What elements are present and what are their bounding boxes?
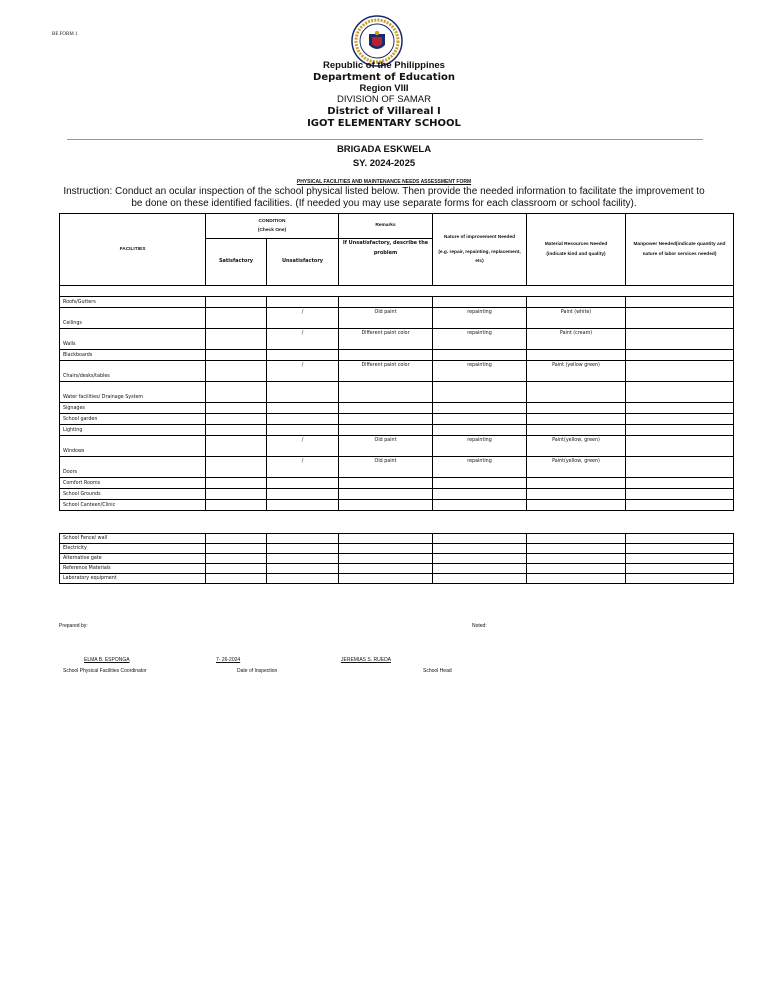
cell-nature <box>433 554 527 564</box>
cell-satisfactory <box>206 436 267 457</box>
cell-satisfactory <box>206 534 267 544</box>
cell-facility: Lighting <box>60 425 206 436</box>
cell-manpower <box>626 425 734 436</box>
material-sub-label: (indicate kind and quality) <box>546 251 606 257</box>
cell-facility: Ceilings <box>60 308 206 329</box>
material-header <box>527 214 626 286</box>
table-row <box>60 350 734 361</box>
cell-remarks <box>339 574 433 584</box>
assessment-table-continued <box>59 533 734 584</box>
cell-remarks <box>339 500 433 511</box>
table-row <box>60 574 734 584</box>
manpower-header: Manpower Needed(indicate quantity and nature of labor services needed) <box>626 214 734 286</box>
republic-line: Republic of the Philippines <box>323 60 445 71</box>
cell-satisfactory <box>206 329 267 350</box>
cell-nature: repainting <box>433 436 527 457</box>
school-head-title: School Head <box>423 668 452 674</box>
cell-satisfactory <box>206 544 267 554</box>
cell-facility: Doors <box>60 457 206 478</box>
cell-unsatisfactory: / <box>267 329 339 350</box>
cell-material <box>527 425 626 436</box>
cell-remarks: Old paint <box>339 436 433 457</box>
cell-nature <box>433 297 527 308</box>
cell-manpower <box>626 534 734 544</box>
region-line: Region VIII <box>359 83 409 94</box>
inspection-date: 7- 26-2024 <box>216 657 241 663</box>
cell-material <box>527 414 626 425</box>
cell-unsatisfactory <box>267 564 339 574</box>
table-row <box>60 361 734 382</box>
remarks-sub-header: If Unsatisfactory, describe the problem <box>339 239 433 286</box>
cell-nature <box>433 500 527 511</box>
cell-facility: Reference Materials <box>60 564 206 574</box>
cell-facility: School garden <box>60 414 206 425</box>
nature-sub-label: (e.g. repair, repainting, replacement, etc) <box>438 249 521 265</box>
cell-nature <box>433 574 527 584</box>
cell-remarks <box>339 414 433 425</box>
header-divider <box>67 139 703 140</box>
cell-manpower <box>626 329 734 350</box>
cell-material: Paint(yellow, green) <box>527 436 626 457</box>
cell-facility: Laboratory equipment <box>60 574 206 584</box>
program-title: BRIGADA ESKWELA <box>336 144 432 155</box>
cell-remarks <box>339 534 433 544</box>
cell-remarks <box>339 425 433 436</box>
cell-material: Paint (white) <box>527 308 626 329</box>
table-row <box>60 564 734 574</box>
satisfactory-header: Satisfactory <box>206 239 267 286</box>
cell-satisfactory <box>206 489 267 500</box>
noted-label: Noted: <box>472 623 487 629</box>
school-line: IGOT ELEMENTARY SCHOOL <box>307 118 461 129</box>
cell-manpower <box>626 436 734 457</box>
cell-unsatisfactory <box>267 574 339 584</box>
cell-material <box>527 574 626 584</box>
form-code: BE FORM 1 <box>52 32 78 37</box>
cell-manpower <box>626 382 734 403</box>
cell-satisfactory <box>206 425 267 436</box>
cell-nature <box>433 403 527 414</box>
condition-header <box>206 214 339 239</box>
cell-unsatisfactory <box>267 425 339 436</box>
cell-manpower <box>626 308 734 329</box>
cell-manpower <box>626 478 734 489</box>
cell-remarks <box>339 382 433 403</box>
school-head-name: JEREMIAS S. RUEDA <box>341 657 392 663</box>
school-year: SY. 2024-2025 <box>352 158 416 169</box>
cell-manpower <box>626 554 734 564</box>
cell-facility: School Canteen/Clinic <box>60 500 206 511</box>
cell-material <box>527 382 626 403</box>
cell-manpower <box>626 564 734 574</box>
cell-satisfactory <box>206 574 267 584</box>
cell-unsatisfactory <box>267 403 339 414</box>
cell-satisfactory <box>206 403 267 414</box>
cell-remarks <box>339 403 433 414</box>
nature-header <box>433 214 527 286</box>
division-line: DIVISION OF SAMAR <box>337 94 431 105</box>
cell-nature: repainting <box>433 457 527 478</box>
cell-nature <box>433 350 527 361</box>
facilities-header: FACILITIES <box>60 214 206 286</box>
cell-facility: Water facilities/ Drainage System <box>60 382 206 403</box>
cell-remarks <box>339 554 433 564</box>
cell-remarks <box>339 478 433 489</box>
cell-nature <box>433 544 527 554</box>
cell-material <box>527 478 626 489</box>
cell-unsatisfactory <box>267 478 339 489</box>
cell-unsatisfactory: / <box>267 361 339 382</box>
cell-unsatisfactory: / <box>267 457 339 478</box>
cell-facility: Signages <box>60 403 206 414</box>
cell-material <box>527 534 626 544</box>
table-row <box>60 554 734 564</box>
cell-material: Paint (yellow green) <box>527 361 626 382</box>
cell-nature: repainting <box>433 361 527 382</box>
cell-nature: repainting <box>433 329 527 350</box>
cell-satisfactory <box>206 350 267 361</box>
cell-facility: Windows <box>60 436 206 457</box>
cell-nature: repainting <box>433 308 527 329</box>
table-row <box>60 478 734 489</box>
cell-remarks <box>339 350 433 361</box>
check-one-label: (Check One) <box>257 228 287 233</box>
cell-satisfactory <box>206 554 267 564</box>
assessment-table <box>59 213 734 511</box>
cell-manpower <box>626 361 734 382</box>
condition-label: CONDITION <box>258 218 286 224</box>
cell-manpower <box>626 403 734 414</box>
cell-nature <box>433 382 527 403</box>
cell-satisfactory <box>206 414 267 425</box>
table-row <box>60 414 734 425</box>
cell-facility: Blackboards <box>60 350 206 361</box>
cell-facility: Walls <box>60 329 206 350</box>
cell-unsatisfactory <box>267 382 339 403</box>
material-label: Material Resources Needed <box>544 242 608 248</box>
cell-remarks: Old paint <box>339 308 433 329</box>
cell-material <box>527 489 626 500</box>
cell-nature <box>433 534 527 544</box>
cell-remarks <box>339 564 433 574</box>
cell-unsatisfactory <box>267 500 339 511</box>
coordinator-name: ELMA B. ESPONGA <box>84 657 130 663</box>
department-line: Department of Education <box>313 72 455 83</box>
spacer-row <box>60 286 734 297</box>
cell-manpower <box>626 414 734 425</box>
table-row <box>60 544 734 554</box>
cell-unsatisfactory <box>267 350 339 361</box>
table-row <box>60 425 734 436</box>
cell-manpower <box>626 489 734 500</box>
cell-material: Paint(yellow, green) <box>527 457 626 478</box>
cell-remarks <box>339 489 433 500</box>
cell-unsatisfactory <box>267 489 339 500</box>
cell-satisfactory <box>206 297 267 308</box>
table-row <box>60 329 734 350</box>
cell-material <box>527 297 626 308</box>
table-row <box>60 308 734 329</box>
cell-facility: School Grounds <box>60 489 206 500</box>
nature-label: Nature of improvement Needed <box>443 234 516 240</box>
cell-material <box>527 554 626 564</box>
form-title: PHYSICAL FACILITIES AND MAINTENANCE NEEDS ASSESSMENT FORM <box>296 179 472 185</box>
prepared-by-label: Prepared by: <box>59 623 88 629</box>
unsatisfactory-header: Unsatisfactory <box>267 239 339 286</box>
cell-satisfactory <box>206 382 267 403</box>
cell-material <box>527 350 626 361</box>
cell-material <box>527 403 626 414</box>
cell-material <box>527 564 626 574</box>
date-label: Date of Inspection <box>237 668 278 674</box>
cell-facility: Roofs/Gutters <box>60 297 206 308</box>
cell-remarks <box>339 297 433 308</box>
table-row <box>60 297 734 308</box>
cell-nature <box>433 489 527 500</box>
coordinator-title: School Physical Facilities Coordinator <box>63 668 147 674</box>
cell-facility: Comfort Rooms <box>60 478 206 489</box>
district-line: District of Villareal I <box>327 106 441 117</box>
table-row <box>60 489 734 500</box>
cell-manpower <box>626 457 734 478</box>
cell-facility: Alternative gate <box>60 554 206 564</box>
cell-manpower <box>626 297 734 308</box>
cell-facility: School Fence/ wall <box>60 534 206 544</box>
cell-satisfactory <box>206 500 267 511</box>
cell-remarks: Different paint color <box>339 361 433 382</box>
cell-nature <box>433 425 527 436</box>
cell-manpower <box>626 350 734 361</box>
table-row <box>60 457 734 478</box>
cell-unsatisfactory <box>267 297 339 308</box>
cell-satisfactory <box>206 457 267 478</box>
cell-satisfactory <box>206 478 267 489</box>
cell-satisfactory <box>206 308 267 329</box>
cell-manpower <box>626 574 734 584</box>
cell-unsatisfactory: / <box>267 436 339 457</box>
cell-material <box>527 544 626 554</box>
cell-facility: Chairs/desks/tables <box>60 361 206 382</box>
instruction-text: Instruction: Conduct an ocular inspection of the school physical listed below. Then provide the needed information to facilitate the improvement to be done on these identified facilities. (If needed you may use separate forms for each classroom or school facility). <box>63 186 705 209</box>
cell-unsatisfactory <box>267 414 339 425</box>
cell-remarks: Old paint <box>339 457 433 478</box>
cell-remarks: Different paint color <box>339 329 433 350</box>
cell-unsatisfactory: / <box>267 308 339 329</box>
cell-satisfactory <box>206 361 267 382</box>
cell-nature <box>433 564 527 574</box>
cell-unsatisfactory <box>267 544 339 554</box>
cell-unsatisfactory <box>267 534 339 544</box>
cell-manpower <box>626 544 734 554</box>
table-row <box>60 500 734 511</box>
cell-remarks <box>339 544 433 554</box>
cell-nature <box>433 478 527 489</box>
remarks-header: Remarks <box>339 214 433 239</box>
cell-nature <box>433 414 527 425</box>
cell-facility: Electricity <box>60 544 206 554</box>
cell-material <box>527 500 626 511</box>
table-row <box>60 382 734 403</box>
table-row <box>60 534 734 544</box>
table-row <box>60 403 734 414</box>
cell-manpower <box>626 500 734 511</box>
cell-material: Paint (cream) <box>527 329 626 350</box>
cell-unsatisfactory <box>267 554 339 564</box>
table-row <box>60 436 734 457</box>
cell-satisfactory <box>206 564 267 574</box>
